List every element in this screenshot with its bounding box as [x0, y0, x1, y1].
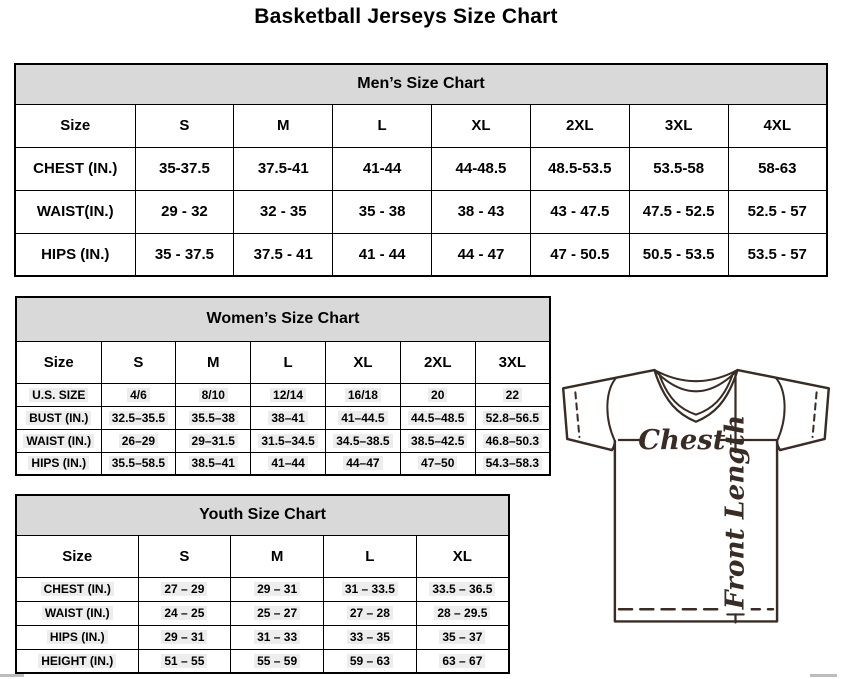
value-cell: 41–44.5 [325, 406, 400, 429]
table-row [16, 406, 550, 429]
right-sleeve-seam [776, 378, 785, 441]
value-cell: 28 – 29.5 [416, 601, 509, 625]
table-title: Youth Size Chart [16, 495, 509, 535]
column-header: S [135, 104, 234, 147]
column-header: 4XL [728, 104, 827, 147]
mens-size-chart-table [14, 63, 828, 277]
womens-size-chart-table [15, 296, 551, 476]
value-cell: 29 – 31 [231, 577, 324, 601]
right-cuff-stitch [813, 392, 817, 437]
column-header: 3XL [629, 104, 728, 147]
value-cell: 35-37.5 [135, 147, 234, 190]
column-header: M [176, 341, 251, 383]
value-cell: 8/10 [176, 383, 251, 406]
mens-table [14, 63, 828, 277]
table-row [16, 601, 509, 625]
value-cell: 37.5-41 [234, 147, 333, 190]
row-label: CHEST (IN.) [16, 577, 138, 601]
value-cell: 53.5 - 57 [728, 233, 827, 276]
jersey-measurement-diagram [561, 368, 835, 664]
value-cell: 29 – 31 [138, 625, 231, 649]
value-cell: 32 - 35 [234, 190, 333, 233]
value-cell: 41-44 [333, 147, 432, 190]
collar-inner-v [658, 372, 733, 415]
table-row [16, 383, 550, 406]
value-cell: 35 – 37 [416, 625, 509, 649]
column-header: L [333, 104, 432, 147]
value-cell: 27 – 28 [324, 601, 417, 625]
value-cell: 33.5 – 36.5 [416, 577, 509, 601]
row-label: WAIST (IN.) [16, 601, 138, 625]
scrollbar-fragment-left[interactable] [0, 674, 24, 677]
row-label: HIPS (IN.) [16, 625, 138, 649]
page-title: Basketball Jerseys Size Chart [254, 5, 558, 28]
row-label: BUST (IN.) [16, 406, 101, 429]
value-cell: 47.5 - 52.5 [629, 190, 728, 233]
value-cell: 52.8–56.5 [475, 406, 550, 429]
value-cell: 32.5–35.5 [101, 406, 176, 429]
front-length-label: Front Length [719, 414, 751, 610]
column-header: L [324, 535, 417, 577]
column-header: 3XL [475, 341, 550, 383]
value-cell: 27 – 29 [138, 577, 231, 601]
value-cell: 41 - 44 [333, 233, 432, 276]
value-cell: 41–44 [251, 452, 326, 475]
row-label: WAIST(IN.) [15, 190, 135, 233]
value-cell: 51 – 55 [138, 649, 231, 673]
value-cell: 12/14 [251, 383, 326, 406]
row-label: HIPS (IN.) [16, 452, 101, 475]
table-title: Men’s Size Chart [15, 64, 827, 104]
value-cell: 48.5-53.5 [530, 147, 629, 190]
value-cell: 26–29 [101, 429, 176, 452]
value-cell: 4/6 [101, 383, 176, 406]
scrollbar-fragment-right[interactable] [810, 674, 837, 677]
value-cell: 20 [400, 383, 475, 406]
row-label: WAIST (IN.) [16, 429, 101, 452]
column-header: XL [416, 535, 509, 577]
column-header: XL [325, 341, 400, 383]
table-row [16, 625, 509, 649]
column-header: M [231, 535, 324, 577]
womens-table [15, 296, 551, 476]
value-cell: 16/18 [325, 383, 400, 406]
value-cell: 33 – 35 [324, 625, 417, 649]
row-label: U.S. SIZE [16, 383, 101, 406]
value-cell: 46.8–50.3 [475, 429, 550, 452]
table-row [16, 429, 550, 452]
value-cell: 35.5–38 [176, 406, 251, 429]
value-cell: 63 – 67 [416, 649, 509, 673]
value-cell: 44-48.5 [432, 147, 531, 190]
value-cell: 52.5 - 57 [728, 190, 827, 233]
column-header: XL [432, 104, 531, 147]
value-cell: 25 – 27 [231, 601, 324, 625]
column-header: Size [16, 341, 101, 383]
jersey-illustration [561, 368, 835, 664]
column-header: S [138, 535, 231, 577]
value-cell: 43 - 47.5 [530, 190, 629, 233]
value-cell: 35 - 38 [333, 190, 432, 233]
value-cell: 55 – 59 [231, 649, 324, 673]
value-cell: 53.5-58 [629, 147, 728, 190]
value-cell: 38.5–42.5 [400, 429, 475, 452]
column-header: S [101, 341, 176, 383]
value-cell: 29 - 32 [135, 190, 234, 233]
youth-size-chart-table [15, 494, 510, 674]
table-row [16, 577, 509, 601]
left-sleeve-seam [607, 378, 616, 441]
value-cell: 44 - 47 [432, 233, 531, 276]
value-cell: 34.5–38.5 [325, 429, 400, 452]
column-header: M [234, 104, 333, 147]
value-cell: 24 – 25 [138, 601, 231, 625]
left-cuff-stitch [575, 392, 579, 437]
value-cell: 31 – 33.5 [324, 577, 417, 601]
value-cell: 29–31.5 [176, 429, 251, 452]
value-cell: 47–50 [400, 452, 475, 475]
value-cell: 54.3–58.3 [475, 452, 550, 475]
value-cell: 31.5–34.5 [251, 429, 326, 452]
value-cell: 38–41 [251, 406, 326, 429]
value-cell: 58-63 [728, 147, 827, 190]
column-header: L [251, 341, 326, 383]
value-cell: 47 - 50.5 [530, 233, 629, 276]
table-row [15, 233, 827, 276]
table-title: Women’s Size Chart [16, 297, 550, 341]
value-cell: 50.5 - 53.5 [629, 233, 728, 276]
row-label: HIPS (IN.) [15, 233, 135, 276]
value-cell: 38.5–41 [176, 452, 251, 475]
youth-table [15, 494, 510, 674]
value-cell: 44–47 [325, 452, 400, 475]
column-header: 2XL [530, 104, 629, 147]
value-cell: 44.5–48.5 [400, 406, 475, 429]
value-cell: 31 – 33 [231, 625, 324, 649]
table-row [16, 452, 550, 475]
column-header: 2XL [400, 341, 475, 383]
value-cell: 35.5–58.5 [101, 452, 176, 475]
column-header: Size [15, 104, 135, 147]
table-row [15, 190, 827, 233]
value-cell: 22 [475, 383, 550, 406]
value-cell: 59 – 63 [324, 649, 417, 673]
value-cell: 37.5 - 41 [234, 233, 333, 276]
table-row [16, 649, 509, 673]
jersey-outline [563, 370, 829, 621]
value-cell: 35 - 37.5 [135, 233, 234, 276]
collar-back-arc-1 [654, 370, 737, 381]
table-row [15, 147, 827, 190]
row-label: CHEST (IN.) [15, 147, 135, 190]
column-header: Size [16, 535, 138, 577]
row-label: HEIGHT (IN.) [16, 649, 138, 673]
value-cell: 38 - 43 [432, 190, 531, 233]
chest-label: Chest [638, 424, 726, 457]
